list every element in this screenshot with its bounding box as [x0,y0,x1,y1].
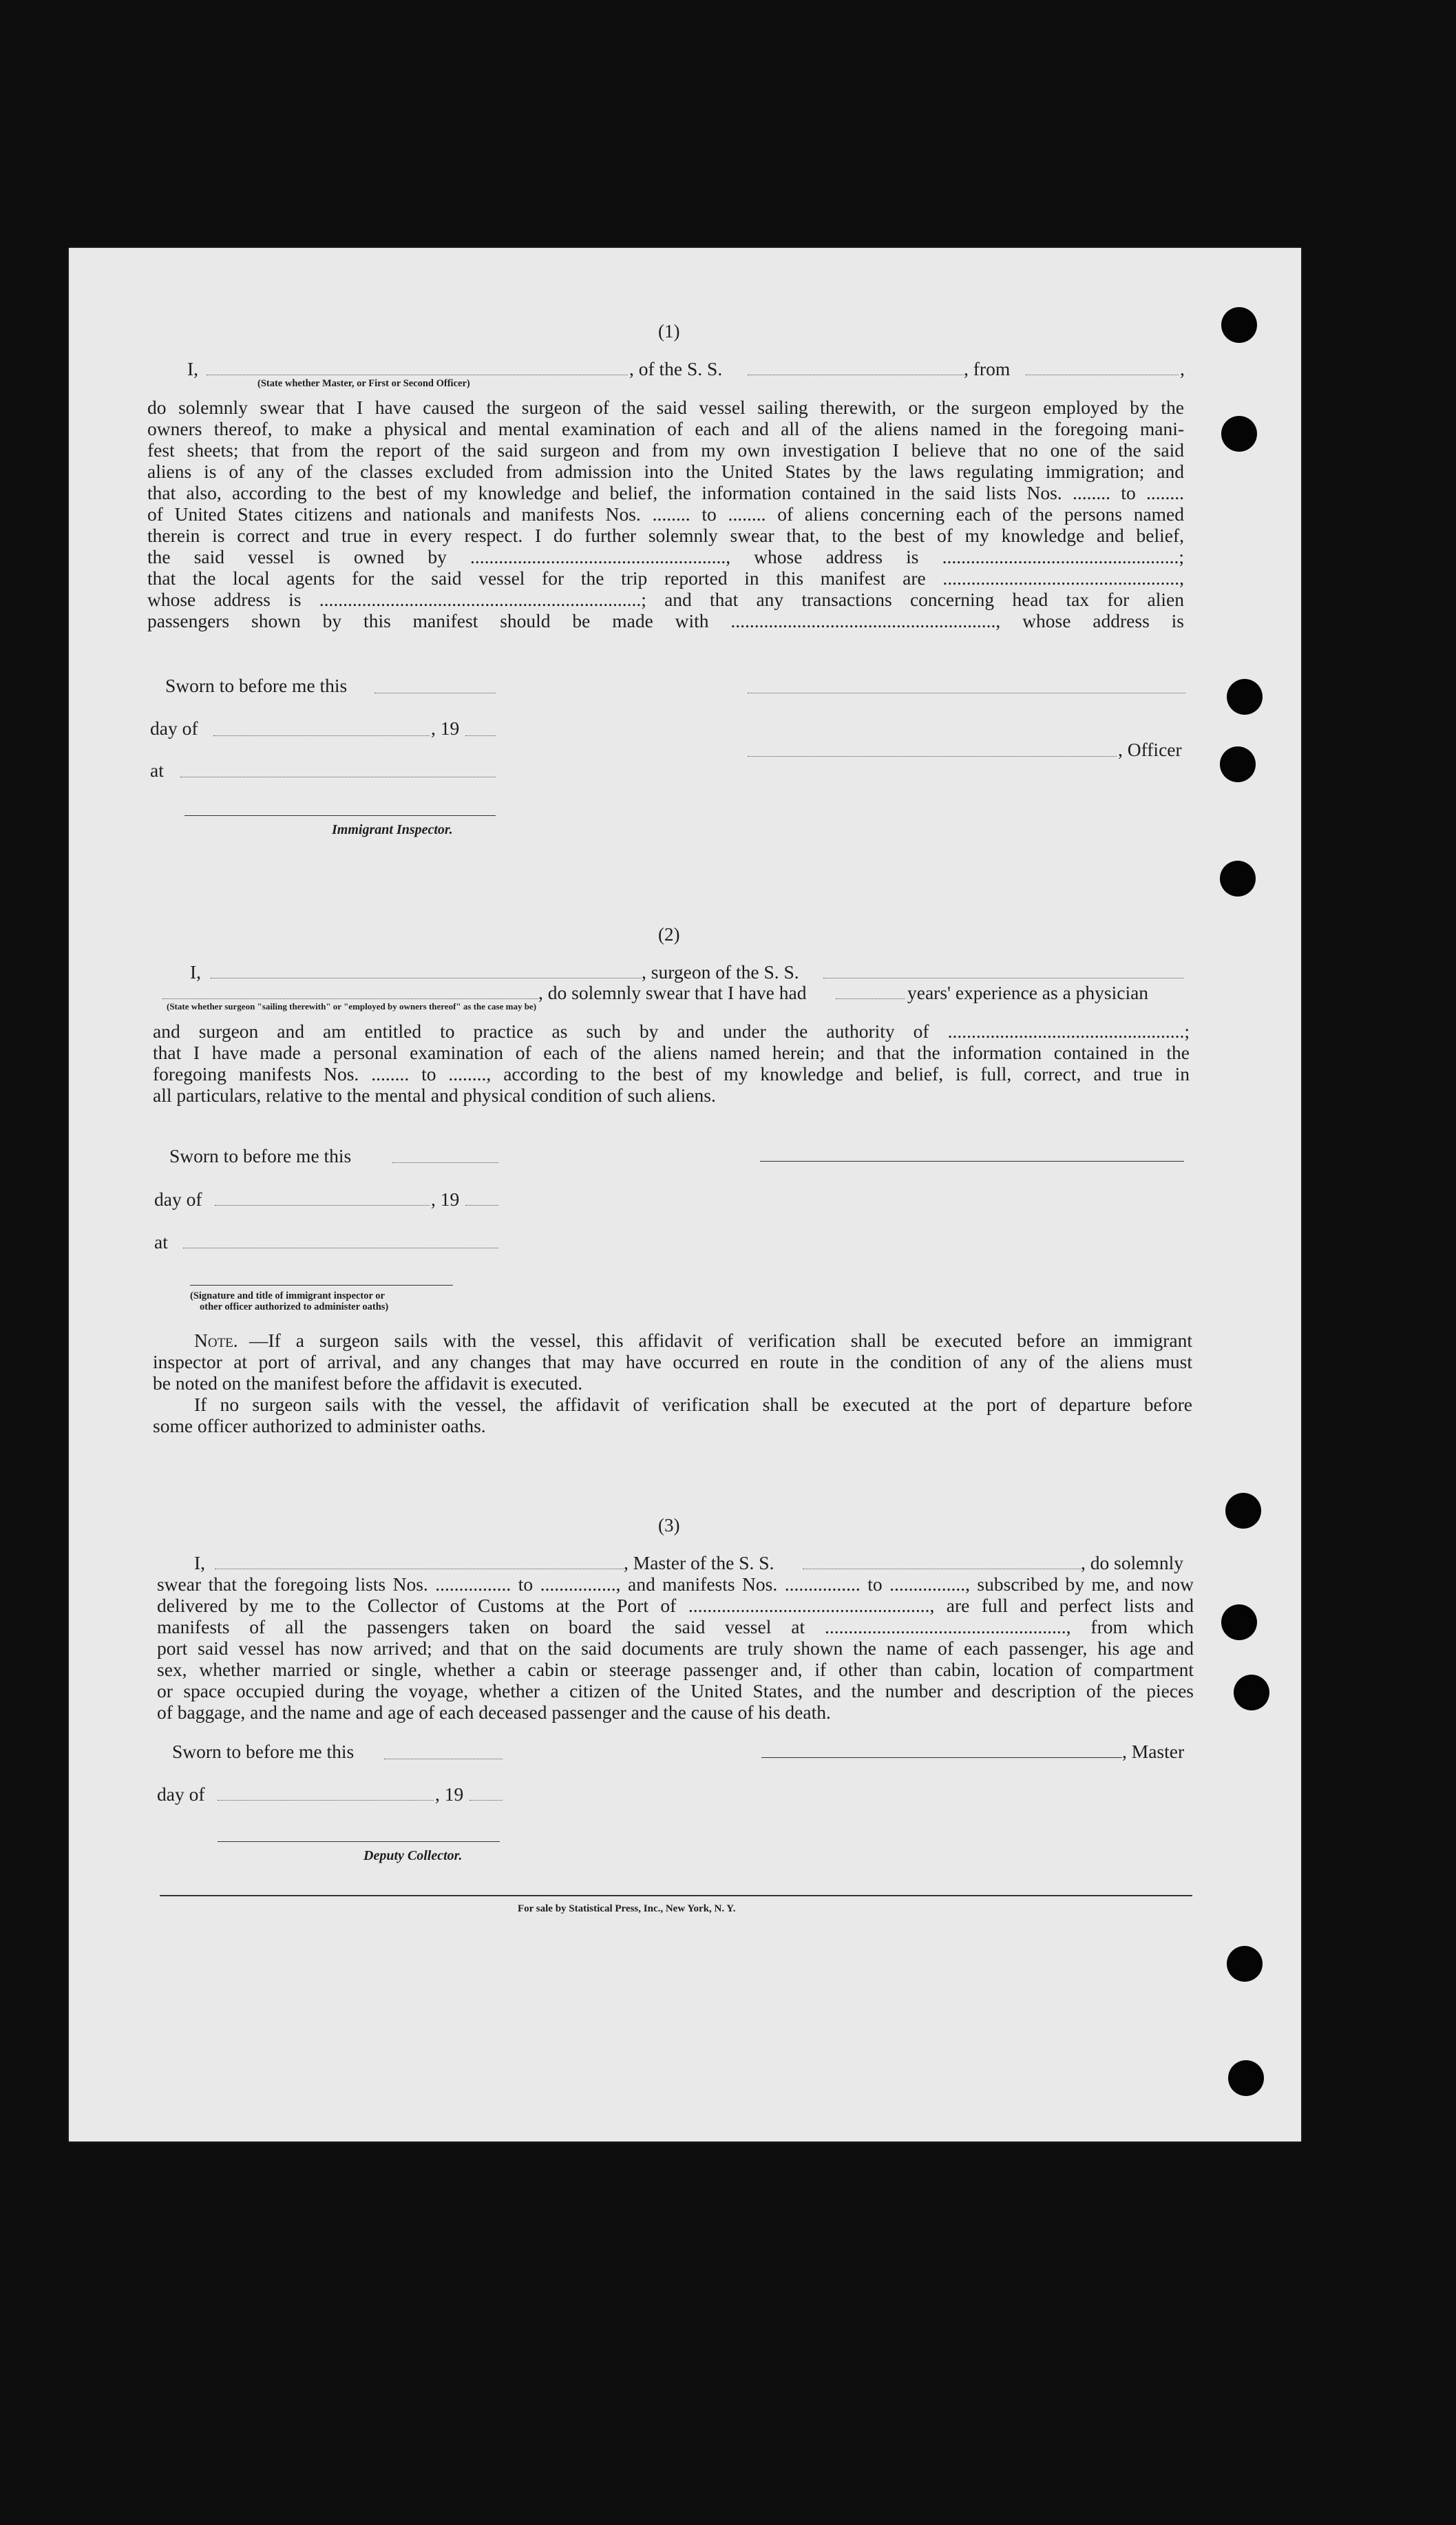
surgeon-I-label: I, [190,961,202,983]
year-label: , 19 [431,1188,460,1210]
note-line: —If a surgeon sails with the vessel, this affidavit of verification shall be executed before an immigrant [249,1330,1192,1351]
year-label: , 19 [431,717,460,739]
punch-hole [1220,861,1256,897]
swear-had-label: , do solemnly swear that I have had [538,982,807,1003]
oath-line: all particulars, relative to the mental and physical condition of such aliens. [153,1085,716,1106]
oath-I-label: I, [187,358,199,379]
punch-hole [1227,679,1263,715]
oath-line: swear that the foregoing lists Nos. ................ to ................, and manifests Nos. ................ to ................, subscribed by me, and now [157,1573,1194,1595]
comma-label: , [1180,358,1185,379]
year-field[interactable] [465,735,496,736]
day-of-field[interactable] [218,1800,434,1801]
oath-line: that I have made a personal examination of each of the aliens named herein; and that the information contained in the [153,1042,1190,1063]
punch-hole [1221,1604,1257,1640]
sworn-label: Sworn to before me this [172,1741,355,1762]
signature-title-note: (Signature and title of immigrant inspector or [190,1290,385,1301]
punch-hole [1225,1493,1261,1529]
officer-rank-note: (State whether Master, or First or Second Officer) [257,378,470,389]
master-label: , Master [1122,1741,1185,1762]
sworn-label: Sworn to before me this [169,1145,352,1166]
oath-line: do solemnly swear that I have caused the surgeon of the said vessel sailing therewith, or the surgeon employed by the [147,397,1184,418]
punch-hole [1221,307,1257,343]
oath-line: fest sheets; that from the report of the said surgeon and from my own investigation I believe that no one of the said [147,439,1184,461]
punch-hole [1228,2060,1264,2096]
day-of-field[interactable] [215,1205,430,1206]
inspector-signature-line [190,1285,453,1286]
day-of-label: day of [150,717,198,739]
oath-line: sex, whether married or single, whether a cabin or steerage passenger and, if other than cabin, location of compartment [157,1659,1194,1680]
master-of-label: , Master of the S. S. [624,1552,774,1573]
section-3-heading: (3) [658,1515,680,1536]
surgeon-signature-line [760,1161,1184,1162]
printer-imprint: For sale by Statistical Press, Inc., New York, N. Y. [518,1903,736,1914]
years-experience-field[interactable] [836,998,905,999]
note-line: some officer authorized to administer oaths. [153,1415,486,1436]
sworn-label: Sworn to before me this [165,675,348,696]
footer-rule [160,1895,1192,1896]
note-line: be noted on the manifest before the affidavit is executed. [153,1372,583,1394]
master-signature-line [761,1757,1122,1758]
oath-line: and surgeon and am entitled to practice as such by and under the authority of ..................................................; [153,1020,1190,1042]
day-of-label: day of [157,1783,205,1805]
at-label: at [150,759,164,781]
oath-line: the said vessel is owned by ......................................................, whose address is ..................................................; [147,546,1184,567]
section-1-heading: (1) [658,321,680,342]
year-label: , 19 [435,1783,464,1805]
punch-hole [1221,416,1257,452]
note-line: inspector at port of arrival, and any changes that may have occurred en route in the condition of any of the aliens must [153,1351,1192,1372]
punch-hole [1234,1675,1269,1710]
oath-line: manifests of all the passengers taken on board the said vessel at ..................................................., from which [157,1616,1194,1637]
years-label: years' experience as a physician [907,982,1149,1003]
year-field[interactable] [465,1205,498,1206]
year-field[interactable] [469,1800,503,1801]
surgeon-capacity-field[interactable] [162,998,538,999]
oath-line: whose address is ....................................................................; and that any transactions concerning head tax for alien [147,589,1184,610]
punch-hole [1227,1946,1263,1982]
day-of-label: day of [154,1188,202,1210]
oath-line: port said vessel has now arrived; and that on the said documents are truly shown the name of each passenger, his age and [157,1637,1194,1659]
inspector-signature-line [184,815,496,816]
immigrant-inspector-title: Immigrant Inspector. [332,822,453,837]
oath-line: that the local agents for the said vessel for the trip reported in this manifest are .................................................., [147,567,1184,589]
oath-line: foregoing manifests Nos. ........ to ........, according to the best of my knowledge and belief, is full, correct, and true in [153,1063,1190,1085]
surgeon-of-label: , surgeon of the S. S. [642,961,799,983]
oath-line: owners thereof, to make a physical and mental examination of each and all of the aliens named in the foregoing mani- [147,418,1184,439]
from-label: , from [964,358,1011,379]
oath-line: that also, according to the best of my knowledge and belief, the information contained in the said lists Nos. ........ to ........ [147,482,1184,503]
note-line: If no surgeon sails with the vessel, the affidavit of verification shall be executed at the port of departure before [194,1394,1192,1415]
officer-label: , Officer [1118,739,1182,760]
deputy-collector-signature-line [218,1841,500,1842]
of-the-ss-label: , of the S. S. [629,358,723,379]
deputy-collector-title: Deputy Collector. [363,1848,463,1863]
oath-line: delivered by me to the Collector of Customs at the Port of ..................................................., are full and perfect lists and [157,1595,1194,1616]
officer-signature-field[interactable] [748,756,1117,757]
signature-title-note: other officer authorized to administer oaths) [200,1301,389,1312]
oath-line: therein is correct and true in every respect. I do further solemnly swear that, to the best of my knowledge and belief, [147,525,1184,546]
surgeon-capacity-note: (State whether surgeon "sailing therewith" or "employed by owners thereof" as the case may be) [167,1001,537,1012]
note-label: Note. [194,1330,238,1351]
sworn-date-field[interactable] [392,1162,498,1163]
punch-hole [1220,746,1256,782]
solemnly-label: , do solemnly [1081,1552,1183,1573]
day-of-field[interactable] [213,735,430,736]
oath-line: passengers shown by this manifest should be made with ........................................................, whose address is [147,610,1184,631]
oath-line: of baggage, and the name and age of each deceased passenger and the cause of his death. [157,1701,831,1723]
oath-line: or space occupied during the voyage, whether a citizen of the United States, and the number and description of the pieces [157,1680,1194,1701]
section-2-heading: (2) [658,924,680,945]
at-label: at [154,1231,168,1253]
oath-line: of United States citizens and nationals and manifests Nos. ........ to ........ of aliens concerning each of the persons named [147,503,1184,525]
master-I-label: I, [194,1552,206,1573]
oath-line: aliens is of any of the classes excluded from admission into the United States by the laws regulating immigration; and [147,461,1184,482]
